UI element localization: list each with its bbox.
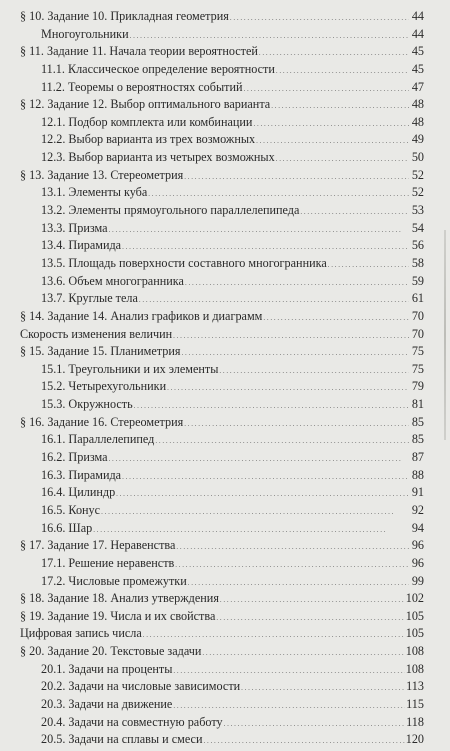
- toc-entry-title: § 17. Задание 17. Неравенства: [20, 538, 176, 553]
- toc-page-number: 87: [411, 450, 424, 465]
- toc-subsection-row: [20, 520, 424, 538]
- toc-entry-title: 12.3. Выбор варианта из четырех возможных: [41, 150, 275, 165]
- toc-entry-title: 13.4. Пирамида: [41, 238, 122, 253]
- toc-entry-title: 16.6. Шар: [41, 520, 93, 535]
- toc-page-number: 70: [411, 308, 424, 323]
- toc-entry-title: 15.3. Окружность: [41, 397, 133, 412]
- toc-page-number: 113: [406, 679, 424, 694]
- toc-section-row: [20, 414, 424, 432]
- toc-page-number: 49: [411, 132, 424, 147]
- toc-entry-title: 12.2. Выбор варианта из трех возможных: [41, 132, 256, 147]
- toc-page-number: 108: [405, 661, 424, 676]
- toc-page-number: 52: [411, 167, 424, 182]
- toc-entry-title: 13.5. Площадь поверхности составного многогранника: [41, 255, 327, 270]
- toc-entry-title: Многоугольники: [41, 26, 129, 41]
- toc-page-number: 52: [411, 185, 424, 200]
- toc-entry-title: § 15. Задание 15. Планиметрия: [20, 344, 181, 359]
- toc-subsection-row: [20, 502, 424, 520]
- toc-section-row: [20, 96, 424, 114]
- toc-subsection-row: [20, 484, 424, 502]
- toc-entry-title: Скорость изменения величин: [20, 326, 173, 341]
- toc-entry-title: § 18. Задание 18. Анализ утверждения: [20, 591, 219, 606]
- toc-page-number: 99: [411, 573, 424, 588]
- toc-page-number: 115: [406, 696, 424, 711]
- toc-page-number: 75: [411, 344, 424, 359]
- toc-entry-title: § 20. Задание 20. Текстовые задачи: [20, 644, 202, 659]
- toc-subsection-row: [20, 237, 424, 255]
- toc-page-number: 118: [406, 714, 424, 729]
- toc-entry-title: 17.1. Решение неравенств: [41, 555, 175, 570]
- toc-section-row: [20, 167, 424, 185]
- toc-entry-title: 20.5. Задачи на сплавы и смеси: [41, 732, 203, 747]
- toc-page-number: 59: [411, 273, 424, 288]
- toc-entry-title: 13.2. Элементы прямоугольного параллелепипеда: [41, 203, 300, 218]
- toc-section-row: [20, 608, 424, 626]
- toc-subsection-row: [20, 61, 424, 79]
- toc-dot-leader: [203, 731, 404, 751]
- toc-section-row: [20, 625, 424, 643]
- toc-page-number: 85: [411, 414, 424, 429]
- toc-subsection-row: [20, 290, 424, 308]
- toc-entry-title: 13.3. Призма: [41, 220, 108, 235]
- toc-subsection-row: [20, 396, 424, 414]
- toc-entry-title: 13.1. Элементы куба: [41, 185, 148, 200]
- toc-subsection-row: [20, 361, 424, 379]
- toc-subsection-row: [20, 731, 424, 749]
- toc-entry-title: 17.2. Числовые промежутки: [41, 573, 187, 588]
- table-of-contents: [20, 8, 424, 749]
- toc-subsection-row: [20, 467, 424, 485]
- toc-entry-title: 16.5. Конус: [41, 502, 101, 517]
- toc-page-number: 44: [411, 26, 424, 41]
- toc-entry-title: § 14. Задание 14. Анализ графиков и диаграмм: [20, 308, 263, 323]
- toc-page-number: 81: [411, 397, 424, 412]
- toc-entry-title: 15.1. Треугольники и их элементы: [41, 361, 219, 376]
- toc-section-row: [20, 590, 424, 608]
- toc-page-number: 105: [405, 608, 424, 623]
- toc-page-number: 94: [411, 520, 424, 535]
- toc-entry-title: § 10. Задание 10. Прикладная геометрия: [20, 9, 229, 23]
- toc-page-number: 47: [411, 79, 424, 94]
- toc-page-number: 92: [411, 502, 424, 517]
- toc-page-number: 102: [405, 591, 424, 606]
- toc-page-number: 85: [411, 432, 424, 447]
- toc-entry-title: 11.1. Классическое определение вероятности: [41, 61, 275, 76]
- toc-page-number: 61: [411, 291, 424, 306]
- toc-page-number: 45: [411, 44, 424, 59]
- toc-page-number: 88: [411, 467, 424, 482]
- toc-subsection-row: [20, 202, 424, 220]
- toc-subsection-row: [20, 255, 424, 273]
- toc-entry-title: 16.1. Параллелепипед: [41, 432, 155, 447]
- toc-entry-title: 13.6. Объем многогранника: [41, 273, 184, 288]
- toc-subsection-row: [20, 555, 424, 573]
- toc-subsection-row: [20, 79, 424, 97]
- toc-entry-title: § 19. Задание 19. Числа и их свойства: [20, 608, 216, 623]
- page-binding-edge: [444, 230, 446, 440]
- toc-entry-title: 13.7. Круглые тела: [41, 291, 138, 306]
- toc-entry-title: 11.2. Теоремы о вероятностях событий: [41, 79, 243, 94]
- toc-subsection-row: [20, 184, 424, 202]
- toc-entry-title: 20.3. Задачи на движение: [41, 696, 173, 711]
- toc-entry-title: 20.2. Задачи на числовые зависимости: [41, 679, 241, 694]
- toc-entry-title: 15.2. Четырехугольники: [41, 379, 167, 394]
- toc-page-number: 105: [405, 626, 424, 641]
- toc-page-number: 48: [411, 114, 424, 129]
- toc-entry-title: § 16. Задание 16. Стереометрия: [20, 414, 184, 429]
- toc-entry-title: 12.1. Подбор комплекта или комбинации: [41, 114, 253, 129]
- toc-subsection-row: [20, 149, 424, 167]
- toc-page-number: 56: [411, 238, 424, 253]
- toc-section-row: [20, 343, 424, 361]
- toc-page-number: 50: [411, 150, 424, 165]
- toc-subsection-row: [20, 573, 424, 591]
- toc-subsection-row: [20, 661, 424, 679]
- toc-entry-title: 20.4. Задачи на совместную работу: [41, 714, 223, 729]
- toc-subsection-row: [20, 714, 424, 732]
- toc-section-row: [20, 643, 424, 661]
- toc-subsection-row: [20, 26, 424, 44]
- toc-page-number: 53: [411, 203, 424, 218]
- toc-subsection-row: [20, 114, 424, 132]
- toc-page-number: 96: [411, 538, 424, 553]
- toc-subsection-row: [20, 220, 424, 238]
- toc-section-row: [20, 8, 424, 26]
- toc-page-number: 70: [411, 326, 424, 341]
- toc-subsection-row: [20, 378, 424, 396]
- toc-page-number: 58: [411, 255, 424, 270]
- toc-page-number: 108: [405, 644, 424, 659]
- toc-entry-title: 16.2. Призма: [41, 450, 108, 465]
- toc-page-number: 120: [405, 732, 424, 747]
- toc-page-number: 96: [411, 555, 424, 570]
- toc-subsection-row: [20, 696, 424, 714]
- toc-section-row: [20, 537, 424, 555]
- toc-subsection-row: [20, 678, 424, 696]
- toc-entry-title: 16.4. Цилиндр: [41, 485, 116, 500]
- toc-entry-title: 20.1. Задачи на проценты: [41, 661, 173, 676]
- toc-page-number: 91: [411, 485, 424, 500]
- toc-entry-title: Цифровая запись числа: [20, 626, 142, 641]
- toc-page-number: 75: [411, 361, 424, 376]
- toc-entry-title: 16.3. Пирамида: [41, 467, 122, 482]
- toc-page-number: 45: [411, 61, 424, 76]
- toc-section-row: [20, 308, 424, 326]
- toc-page-number: 79: [411, 379, 424, 394]
- toc-entry-title: § 11. Задание 11. Начала теории вероятностей: [20, 44, 258, 59]
- toc-subsection-row: [20, 431, 424, 449]
- toc-section-row: [20, 326, 424, 344]
- toc-entry-title: § 13. Задание 13. Стереометрия: [20, 167, 184, 182]
- toc-page-number: 44: [411, 9, 424, 23]
- toc-page-number: 48: [411, 97, 424, 112]
- toc-subsection-row: [20, 449, 424, 467]
- toc-subsection-row: [20, 131, 424, 149]
- toc-entry-title: § 12. Задание 12. Выбор оптимального варианта: [20, 97, 271, 112]
- toc-page-number: 54: [411, 220, 424, 235]
- toc-section-row: [20, 43, 424, 61]
- toc-subsection-row: [20, 273, 424, 291]
